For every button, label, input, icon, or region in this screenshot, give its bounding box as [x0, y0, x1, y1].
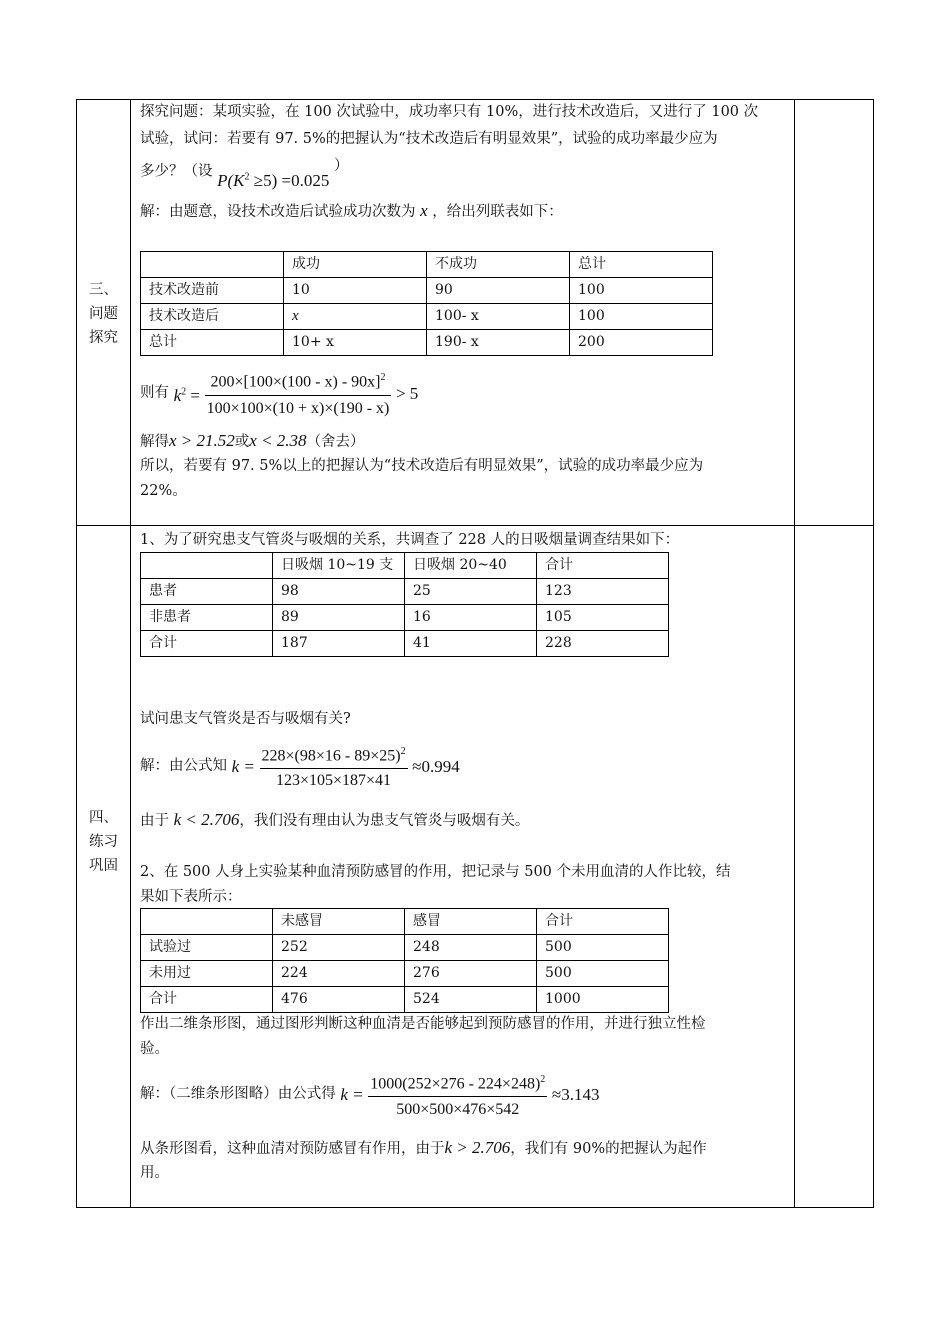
row-divider [77, 525, 873, 526]
probability-rhs: ≥5) =0.025 [249, 170, 330, 190]
result-line [140, 428, 365, 455]
q2-numerator-exp: 2 [540, 1074, 546, 1085]
table-cell: 未用过 [141, 961, 273, 987]
k2-exp: 2 [181, 386, 187, 398]
result-discard: （舍去） [306, 434, 365, 450]
result-or: 或 [234, 434, 250, 450]
result-ineq-2: x < 2.38 [249, 431, 307, 450]
q2-conclusion-line2: 用。 [140, 1165, 169, 1181]
table-cell: 16 [405, 605, 537, 631]
table-cell: 252 [273, 935, 405, 961]
section3-content [140, 100, 790, 525]
q2-numerator [368, 1067, 547, 1096]
section3-label [77, 278, 130, 350]
table-cell: 总计 [141, 330, 284, 356]
q2-numerator-text: 1000(252×276 - 224×248) [370, 1075, 541, 1093]
q2-conclusion-line1 [140, 1135, 707, 1162]
table-header-row [141, 909, 669, 935]
section3-label-line2: 问题 [89, 306, 118, 322]
q1-conclusion-prefix: 由于 [140, 813, 169, 829]
table-cell: x [284, 304, 427, 330]
q2-fraction [368, 1067, 547, 1122]
q2-denominator: 500×500×476×542 [368, 1096, 547, 1122]
table-cell: 248 [405, 935, 537, 961]
k2-fraction [205, 365, 392, 422]
k2-numerator [205, 365, 392, 395]
q1-formula [140, 740, 460, 793]
then-label: 则有 [140, 385, 169, 402]
q2-conclusion-ineq: k > 2.706 [444, 1138, 511, 1157]
q2-text-line2: 果如下表所示： [140, 889, 242, 905]
problem-line2: 试验，试问：若要有 97. 5%的把握认为“技术改造后有明显效果”，试验的成功率最少应为 [140, 131, 718, 147]
table-cell: 276 [405, 961, 537, 987]
table-cell: 非患者 [141, 605, 273, 631]
table-cell: 合计 [141, 987, 273, 1013]
table-header-cell [141, 553, 273, 579]
table-header-cell: 日吸烟 20~40 [405, 553, 537, 579]
table-header-cell [141, 252, 284, 278]
q1-numerator-text: 228×(98×16 - 89×25) [261, 747, 401, 765]
table-cell: 41 [405, 631, 537, 657]
problem-line3-prefix: 多少？（设 [140, 163, 213, 180]
table-row [141, 961, 669, 987]
q1-solution-label: 解：由公式知 [140, 758, 227, 775]
section4-label-line1: 四、 [89, 810, 118, 826]
q1-table [140, 552, 669, 657]
table-cell: 524 [405, 987, 537, 1013]
table-header-row [141, 252, 713, 278]
q2-solution-label: 解：（二维条形图略）由公式得 [140, 1086, 336, 1103]
lesson-table [76, 99, 874, 1208]
table-cell: 试验过 [141, 935, 273, 961]
q1-denominator: 123×105×187×41 [260, 768, 408, 793]
table-row [141, 330, 713, 356]
table-cell: 100- x [427, 304, 570, 330]
table-cell: 技术改造后 [141, 304, 284, 330]
table-header-cell: 日吸烟 10~19 支 [273, 553, 405, 579]
conclusion-line1: 所以，若要有 97. 5%以上的把握认为“技术改造后有明显效果”，试验的成功率最少应为 [140, 458, 704, 474]
table-cell: 187 [273, 631, 405, 657]
result-prefix: 解得 [140, 434, 169, 450]
table-header-cell: 感冒 [405, 909, 537, 935]
table-header-cell: 不成功 [427, 252, 570, 278]
q1-conclusion-ineq: k < 2.706 [173, 810, 240, 829]
q2-formula [140, 1067, 599, 1122]
table-cell: 89 [273, 605, 405, 631]
section4-label [77, 806, 130, 878]
problem-line1: 探究问题：某项实验，在 100 次试验中，成功率只有 10%，进行技术改造后，又进行了 100 次 [140, 104, 759, 120]
result-ineq-1: x > 21.52 [169, 431, 235, 450]
table-row [141, 987, 669, 1013]
q2-conclusion-prefix: 从条形图看，这种血清对预防感冒有作用，由于 [140, 1141, 445, 1157]
table-cell: 228 [537, 631, 669, 657]
k2-rhs: > 5 [395, 384, 419, 404]
table-cell: 患者 [141, 579, 273, 605]
table-cell: 105 [537, 605, 669, 631]
k2-numerator-text: 200×[100×(100 - x) - 90x] [210, 373, 381, 391]
table-row [141, 631, 669, 657]
q2-task-line2: 验。 [140, 1041, 169, 1057]
table-cell: 500 [537, 935, 669, 961]
table-cell: 10 [284, 278, 427, 304]
table-cell: 98 [273, 579, 405, 605]
column-divider-right [794, 100, 795, 1207]
q2-k: k = [340, 1085, 364, 1105]
q1-conclusion [140, 807, 529, 834]
table-row [141, 605, 669, 631]
conclusion-line2: 22%。 [140, 483, 187, 499]
table-cell: 190- x [427, 330, 570, 356]
section3-label-line3: 探究 [89, 330, 118, 346]
section4-label-line2: 练习 [89, 834, 118, 850]
table-row [141, 278, 713, 304]
solution-intro [140, 198, 563, 225]
q2-conclusion-text: ，我们有 90%的把握认为起作 [510, 1141, 707, 1157]
q1-numerator-exp: 2 [400, 746, 406, 757]
contingency-table [140, 251, 713, 356]
k2-lhs-group [174, 386, 200, 405]
table-cell: 200 [570, 330, 713, 356]
problem-line3-suffix: ） [333, 157, 349, 174]
table-cell: 500 [537, 961, 669, 987]
table-header-cell [141, 909, 273, 935]
table-row [141, 935, 669, 961]
k2-denominator: 100×100×(10 + x)×(190 - x) [205, 395, 392, 422]
table-cell: 合计 [141, 631, 273, 657]
table-header-cell: 未感冒 [273, 909, 405, 935]
section4-label-line3: 巩固 [89, 858, 118, 874]
q2-text-line1: 2、在 500 人身上实验某种血清预防感冒的作用，把记录与 500 个未用血清的人作比较，结 [140, 864, 731, 880]
section4-content [140, 528, 790, 1208]
table-row [141, 304, 713, 330]
probability-exp: 2 [244, 171, 250, 182]
column-divider-left [130, 100, 131, 1207]
table-cell: 90 [427, 278, 570, 304]
table-cell: 123 [537, 579, 669, 605]
k2-formula [140, 365, 418, 422]
q2-table [140, 908, 669, 1013]
q2-task-line1: 作出二维条形图，通过图形判断这种血清是否能够起到预防感冒的作用，并进行独立性检 [140, 1016, 706, 1032]
table-cell: 224 [273, 961, 405, 987]
q1-approx: ≈0.994 [412, 757, 460, 777]
k2-eq: = [190, 386, 200, 405]
probability-lhs: P(K [217, 170, 245, 190]
table-header-cell: 合计 [537, 909, 669, 935]
table-cell: 10+ x [284, 330, 427, 356]
solution-intro-text: 解：由题意，设技术改造后试验成功次数为 [140, 204, 416, 220]
table-cell: 1000 [537, 987, 669, 1013]
q1-question: 试问患支气管炎是否与吸烟有关? [140, 711, 351, 727]
q2-approx: ≈3.143 [551, 1085, 600, 1105]
table-cell: 100 [570, 278, 713, 304]
table-cell: 技术改造前 [141, 278, 284, 304]
table-row [141, 579, 669, 605]
solution-variable: x [420, 201, 428, 220]
table-cell: 25 [405, 579, 537, 605]
problem-line3 [140, 154, 349, 190]
table-header-cell: 总计 [570, 252, 713, 278]
q1-numerator [260, 740, 408, 768]
solution-intro-end: ，给出列联表如下： [432, 204, 563, 220]
k2-lhs: k [173, 386, 182, 405]
table-cell: 476 [273, 987, 405, 1013]
q1-k: k = [231, 757, 255, 777]
q1-fraction [260, 740, 408, 793]
table-header-cell: 成功 [284, 252, 427, 278]
q1-conclusion-text: ，我们没有理由认为患支气管炎与吸烟有关。 [239, 813, 530, 829]
section3-label-line1: 三、 [89, 282, 118, 298]
table-header-row [141, 553, 669, 579]
probability-formula [217, 171, 329, 190]
table-header-cell: 合计 [537, 553, 669, 579]
q1-text: 1、为了研究患支气管炎与吸烟的关系，共调查了 228 人的日吸烟量调查结果如下： [140, 532, 680, 548]
k2-numerator-exp: 2 [380, 372, 386, 383]
table-cell: 100 [570, 304, 713, 330]
